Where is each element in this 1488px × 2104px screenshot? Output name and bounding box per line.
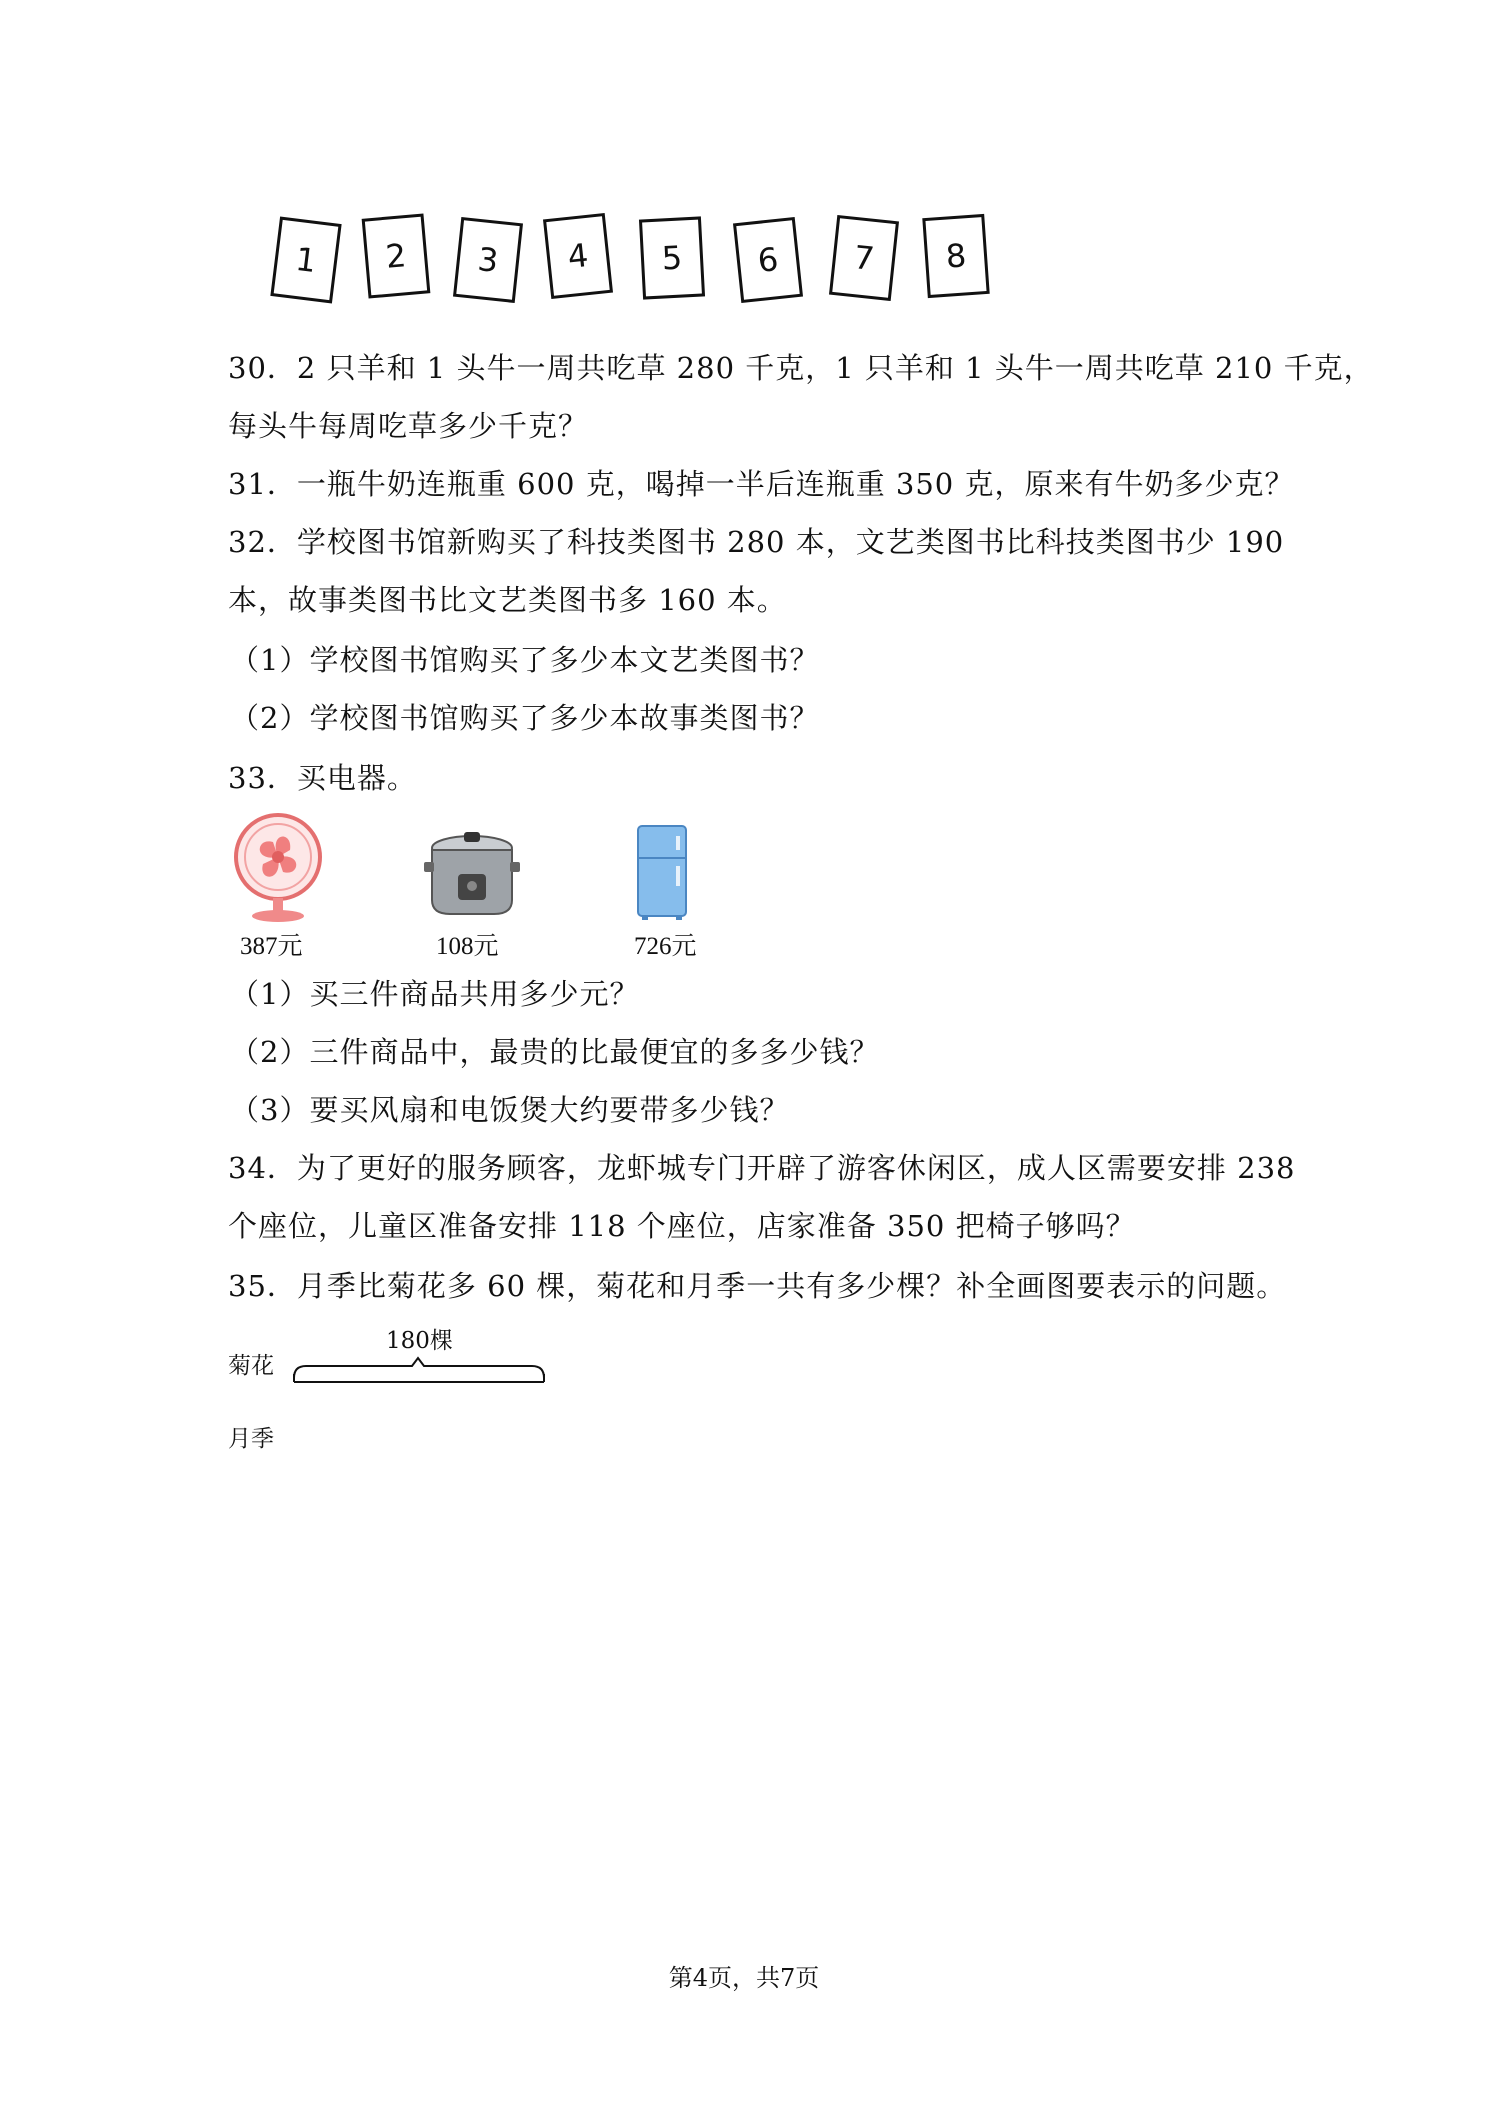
fan-price: 387元 <box>240 933 303 960</box>
refrigerator-icon <box>632 824 692 924</box>
page-footer: 第4页，共7页 <box>668 1964 820 1992</box>
rice-cooker-price: 108元 <box>436 933 499 960</box>
number-card: 7 <box>829 215 899 301</box>
refrigerator-price: 726元 <box>634 933 697 960</box>
number-card: 4 <box>543 213 613 299</box>
question-32-line-2: 本，故事类图书比文艺类图书多 160 本。 <box>228 583 787 617</box>
question-33-sub-1: （1）买三件商品共用多少元？ <box>230 977 640 1011</box>
question-32-line-1: 32．学校图书馆新购买了科技类图书 280 本，文艺类图书比科技类图书少 190 <box>228 525 1285 559</box>
rose-label: 月季 <box>228 1426 274 1452</box>
question-34-line-2: 个座位，儿童区准备安排 118 个座位，店家准备 350 把椅子够吗？ <box>228 1209 1136 1243</box>
question-33-sub-3: （3）要买风扇和电饭煲大约要带多少钱？ <box>230 1093 790 1127</box>
question-35: 35．月季比菊花多 60 棵，菊花和月季一共有多少棵？补全画图要表示的问题。 <box>228 1269 1287 1303</box>
question-32-sub-1: （1）学校图书馆购买了多少本文艺类图书？ <box>230 643 820 677</box>
question-30-line-2: 每头牛每周吃草多少千克？ <box>228 409 589 443</box>
number-card: 3 <box>453 217 523 303</box>
question-31: 31．一瓶牛奶连瓶重 600 克，喝掉一半后连瓶重 350 克，原来有牛奶多少克？ <box>228 467 1295 501</box>
question-33-title: 33．买电器。 <box>228 761 417 795</box>
question-30-line-1: 30．2 只羊和 1 头牛一周共吃草 280 千克，1 只羊和 1 头牛一周共吃草 210 千克， <box>228 351 1374 385</box>
line-diagram-brace <box>292 1348 548 1388</box>
number-card: 1 <box>270 217 341 304</box>
number-card: 5 <box>639 216 705 299</box>
number-card: 2 <box>362 213 431 298</box>
question-34-line-1: 34．为了更好的服务顾客，龙虾城专门开辟了游客休闲区，成人区需要安排 238 <box>228 1151 1296 1185</box>
question-32-sub-2: （2）学校图书馆购买了多少本故事类图书？ <box>230 701 820 735</box>
electric-fan-icon <box>228 812 328 928</box>
rice-cooker-icon <box>420 828 524 922</box>
chrysanthemum-label: 菊花 <box>228 1353 274 1379</box>
brace-label: 180棵 <box>386 1328 453 1354</box>
question-33-sub-2: （2）三件商品中，最贵的比最便宜的多多少钱？ <box>230 1035 880 1069</box>
number-card: 8 <box>922 214 989 298</box>
number-cards-row <box>265 208 1025 318</box>
number-card: 6 <box>733 217 803 303</box>
